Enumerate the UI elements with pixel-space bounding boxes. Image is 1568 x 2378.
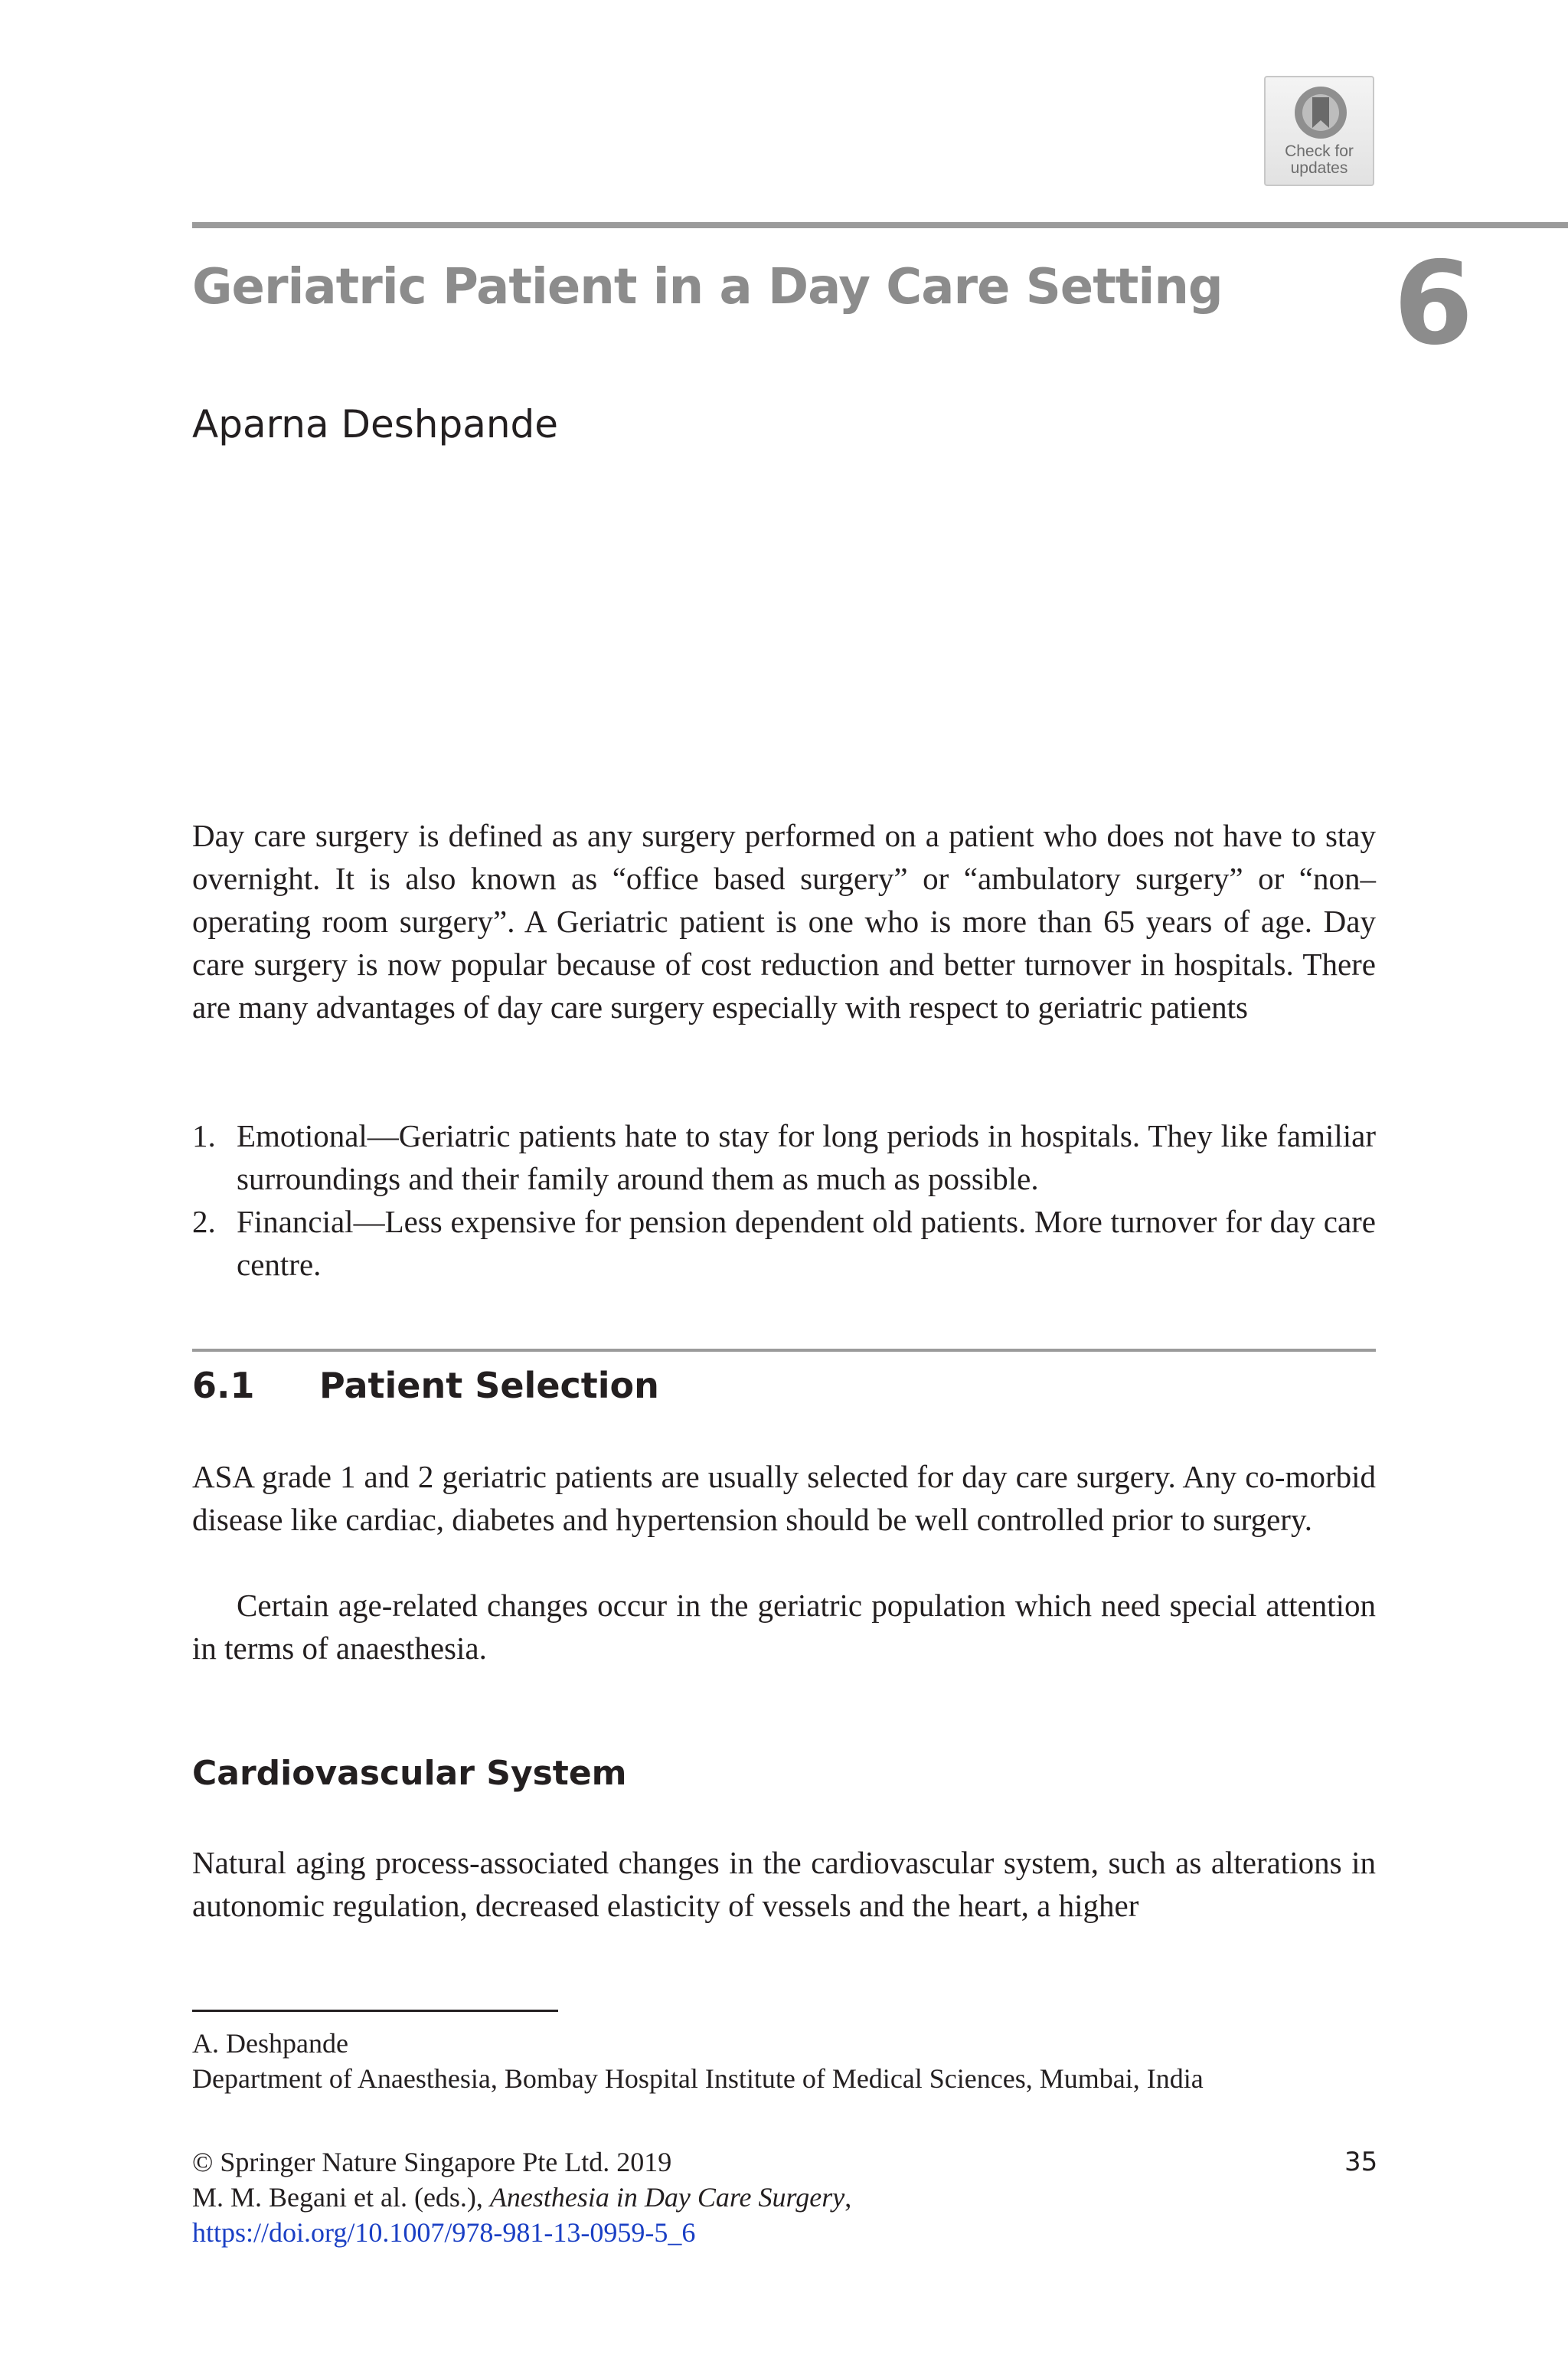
list-item [192, 1114, 1376, 1200]
chapter-title: Geriatric Patient in a Day Care Setting [192, 259, 1223, 316]
chapter-author: Aparna Deshpande [192, 402, 559, 446]
copyright-line: © Springer Nature Singapore Pte Ltd. 2019 [192, 2147, 672, 2177]
list-item [192, 1200, 1376, 1286]
footnote-author: A. Deshpande [192, 2028, 348, 2059]
section-title: Patient Selection [319, 1365, 659, 1406]
list-item-text: Financial—Less expensive for pension dependent old patients. More turnover for day care centre. [237, 1204, 1376, 1282]
citation-line [192, 2180, 851, 2215]
intro-paragraph: Day care surgery is defined as any surgery performed on a patient who does not have to stay overnight. It is also known as “office based surgery” or “ambulatory surgery” or “non–operating room surgery”. A Geriatric patient is one who is more than 65 years of age. Day care surgery is now popular because of cost reduction and better turnover in hospitals. There are many advantages of day care surgery especially with respect to geriatric patients [192, 818, 1376, 1025]
subsection-paragraph: Natural aging process-associated changes in the cardiovascular system, such as alterations in autonomic regulation, decreased elasticity of vessels and the heart, a higher [192, 1845, 1376, 1923]
list-item-text: Emotional—Geriatric patients hate to stay for long periods in hospitals. They like familiar surroundings and their family around them as much as possible. [237, 1118, 1376, 1196]
section-heading [192, 1365, 659, 1406]
section-number: 6.1 [192, 1365, 255, 1406]
subsection-heading: Cardiovascular System [192, 1754, 627, 1793]
citation-book-title: Anesthesia in Day Care Surgery [489, 2182, 845, 2213]
citation-editors: M. M. Begani et al. (eds.), [192, 2182, 483, 2213]
page-number: 35 [1344, 2147, 1378, 2177]
advantages-list [192, 1114, 1376, 1286]
check-for-updates-badge[interactable] [1264, 76, 1374, 186]
doi-link[interactable]: https://doi.org/10.1007/978-981-13-0959-5_6 [192, 2217, 696, 2248]
footnote-affiliation: Department of Anaesthesia, Bombay Hospital Institute of Medical Sciences, Mumbai, India [192, 2063, 1204, 2094]
section-paragraph-2: Certain age-related changes occur in the geriatric population which need special attention in terms of anaesthesia. [192, 1588, 1376, 1666]
bookmark-ribbon-icon [1292, 83, 1350, 142]
list-item-number: 1. [192, 1118, 216, 1153]
section-paragraph-1: ASA grade 1 and 2 geriatric patients are usually selected for day care surgery. Any co-morbid disease like cardiac, diabetes and hypertension should be well controlled prior to surgery. [192, 1459, 1376, 1537]
check-for-updates-label: Check for updates [1285, 142, 1354, 177]
section-rule [192, 1349, 1376, 1352]
footnote-rule [192, 2010, 558, 2012]
chapter-number: 6 [1393, 237, 1474, 371]
list-item-number: 2. [192, 1204, 216, 1239]
chapter-top-rule [192, 222, 1568, 228]
citation-comma: , [844, 2182, 852, 2213]
